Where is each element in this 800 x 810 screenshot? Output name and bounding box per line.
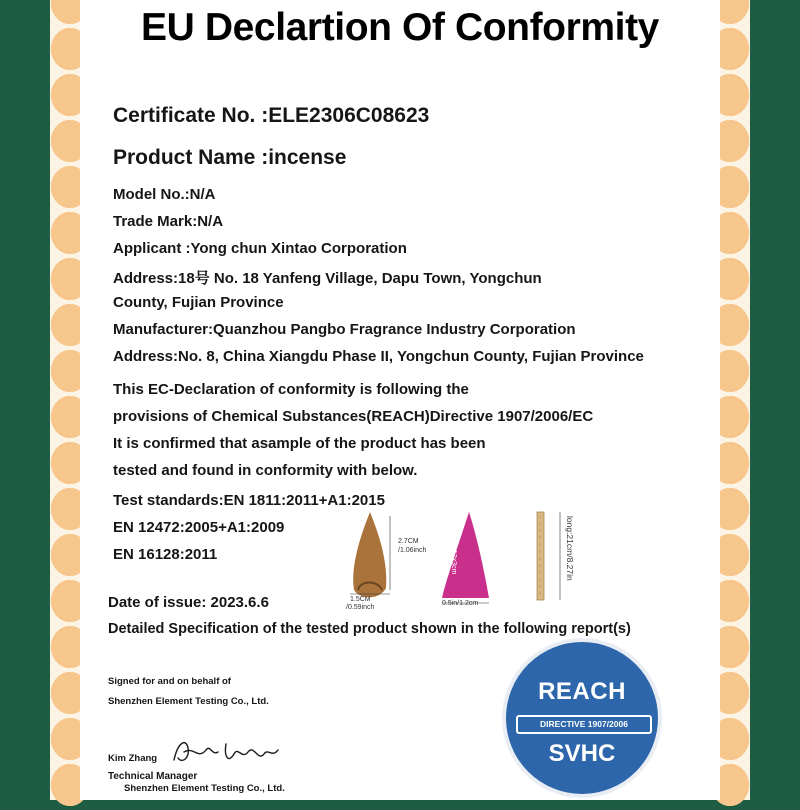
cone-width-inch-label: /0.59inch	[346, 604, 375, 611]
handwritten-signature	[168, 734, 288, 770]
seal-svhc-text: SVHC	[548, 740, 616, 767]
cone-incense-brown	[353, 512, 386, 597]
cone-height-inch-label: /1.06inch	[398, 547, 427, 554]
declaration-line-4: tested and found in conformity with below.	[113, 462, 418, 479]
test-standard-1: Test standards:EN 1811:2011+A1:2015	[113, 492, 385, 509]
declaration-line-1: This EC-Declaration of conformity is following the	[113, 381, 469, 398]
product-name: Product Name :incense	[113, 146, 347, 169]
test-standard-2: EN 12472:2005+A1:2009	[113, 519, 285, 536]
incense-stick	[537, 512, 544, 600]
applicant-address-cont: County, Fujian Province	[113, 294, 284, 311]
pink-cone-label: 12x3cm	[450, 550, 457, 575]
reach-svhc-seal	[502, 638, 662, 798]
signer-name: Kim Zhang	[108, 753, 158, 764]
trade-mark: Trade Mark:N/A	[113, 213, 224, 230]
manufacturer: Manufacturer:Quanzhou Pangbo Fragrance Industry Corporation	[113, 321, 576, 338]
cone-width-label: 1.5CM	[350, 596, 371, 603]
certificate-number: Certificate No. :ELE2306C08623	[113, 104, 430, 127]
declaration-line-2: provisions of Chemical Substances(REACH)Directive 1907/2006/EC	[113, 408, 594, 425]
detailed-specification: Detailed Specification of the tested product shown in the following report(s)	[108, 621, 631, 637]
document-title: EU Declartion Of Conformity	[141, 6, 659, 49]
product-photos	[338, 510, 588, 612]
cone-height-label: 2.7CM	[398, 538, 419, 545]
applicant-address: Address:18号 No. 18 Yanfeng Village, Dapu Town, Yongchun	[113, 270, 542, 287]
signed-on-behalf: Signed for and on behalf of	[108, 676, 231, 687]
seal-directive-band: DIRECTIVE 1907/2006	[516, 715, 652, 734]
model-number: Model No.:N/A	[113, 186, 216, 203]
pink-cone-width-label: 0.5in/1.2cm	[442, 600, 479, 607]
stick-length-label: long:21cm/8.27in	[565, 516, 575, 581]
signed-company: Shenzhen Element Testing Co., Ltd.	[108, 696, 269, 707]
manufacturer-address: Address:No. 8, China Xiangdu Phase II, Yongchun County, Fujian Province	[113, 348, 644, 365]
signer-company: Shenzhen Element Testing Co., Ltd.	[124, 783, 285, 794]
declaration-line-3: It is confirmed that asample of the product has been	[113, 435, 486, 452]
applicant: Applicant :Yong chun Xintao Corporation	[113, 240, 407, 257]
date-of-issue: Date of issue: 2023.6.6	[108, 594, 269, 611]
signer-title: Technical Manager	[108, 771, 198, 782]
test-standard-3: EN 16128:2011	[113, 546, 218, 563]
seal-reach-text: REACH	[538, 678, 626, 705]
